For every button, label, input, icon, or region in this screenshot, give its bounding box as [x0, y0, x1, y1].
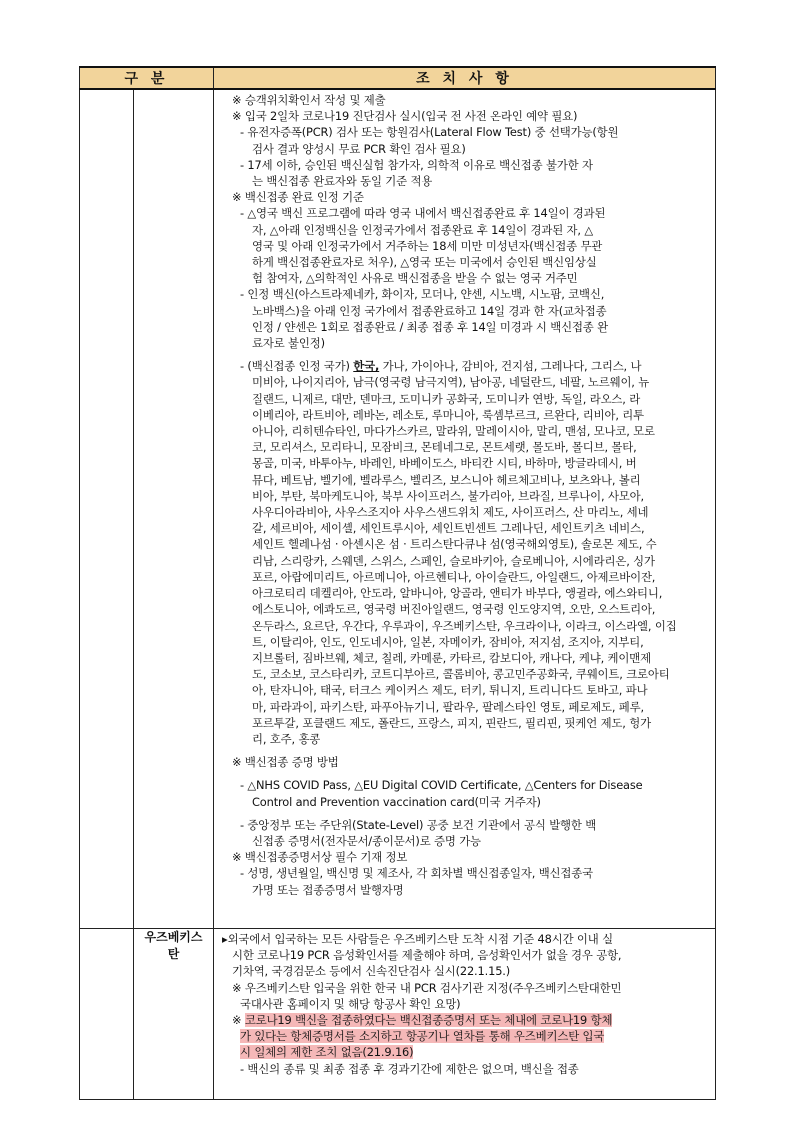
- text-line: - 백신의 종류 및 최종 접종 후 경과기간에 제한은 없으며, 백신을 접종: [240, 1061, 579, 1076]
- countries-line: 리, 호주, 홍콩: [252, 731, 321, 746]
- country-name-uzbekistan: [134, 929, 214, 1100]
- text-line: 영국 및 아래 인정국가에서 거주하는 18세 미만 미성년자(백신접종 무관: [252, 238, 603, 253]
- countries-line: 도, 코소보, 코스타리카, 코트디부아르, 콜롬비아, 콩고민주공화국, 쿠웨이트, 크로아티: [252, 667, 670, 682]
- highlighted-text: 가 있다는 항체증명서를 소지하고 항공기나 열차를 통해 우즈베키스탄 입국: [240, 1029, 605, 1044]
- note-mark: ※: [232, 1013, 245, 1028]
- countries-line: 질랜드, 니제르, 대만, 덴마크, 도미니카 공화국, 도미니카 연방, 독일, 라오스, 라: [252, 391, 641, 406]
- countries-line: 미비아, 나이지리아, 남극(영국령 남극지역), 남아공, 네덜란드, 네팔, 노르웨이, 뉴: [252, 375, 650, 390]
- empty-cell-left: [80, 929, 134, 1100]
- countries-line: 아, 탄자니아, 태국, 터크스 케이커스 제도, 터키, 튀니지, 트리니다드 토바고, 파나: [252, 683, 648, 698]
- countries-line: 지브롤터, 짐바브웨, 체코, 칠레, 카메룬, 카타르, 캄보디아, 캐나다, 케냐, 케이맨제: [252, 650, 651, 665]
- text-line: 인정 / 얀센은 1회로 접종완료 / 최종 접종 후 14일 미경과 시 백신접종 완: [252, 319, 608, 334]
- text-line: ※ 입국 2일차 코로나19 진단검사 실시(입국 전 사전 온라인 예약 필요): [232, 109, 578, 124]
- proof-title: ※ 백신접종 증명 방법: [232, 755, 339, 770]
- text-line: 는 백신접종 완료자와 동일 기준 적용: [252, 174, 433, 189]
- text-line: 노바백스)을 아래 인정 국가에서 접종완료하고 14일 경과 한 자(교차접종: [252, 303, 607, 318]
- countries-line: 이베리아, 라트비아, 레바논, 레소토, 루마니아, 룩셈부르크, 르완다, 리비아, 리투: [252, 407, 644, 422]
- countries-line: 세인트 헬레나섬 · 아센시온 섬 · 트리스탄다큐냐 섬(영국해외영토), 솔로몬 제도, 수: [252, 537, 657, 552]
- table-header-row: [80, 67, 716, 89]
- text-line: 료자로 불인정): [252, 336, 325, 351]
- text-line: - 17세 이하, 승인된 백신실험 참가자, 의학적 이유로 백신접종 불가한 자: [240, 157, 593, 172]
- text-line: ※ 백신접종 완료 인정 기준: [232, 190, 364, 205]
- empty-cell-left: [80, 89, 134, 929]
- text-line: ▸외국에서 입국하는 모든 사람들은 우즈베키스탄 도착 시점 기준 48시간 이내 실: [222, 932, 613, 946]
- countries-line: 사우디아라비아, 사우스조지아 사우스샌드위치 제도, 사이프러스, 산 마리노, 세네: [252, 505, 649, 520]
- text-line: ※ 승객위치확인서 작성 및 제출: [232, 93, 386, 107]
- text-line: - △NHS COVID Pass, △EU Digital COVID Certificate, △Centers for Disease: [240, 778, 643, 793]
- text-line: - △영국 백신 프로그램에 따라 영국 내에서 백신접종완료 후 14일이 경과된: [240, 206, 606, 221]
- countries-line: 뮤다, 베트남, 벨기에, 벨라루스, 벨리즈, 보스니아 헤르체고비나, 보츠와나, 볼리: [252, 472, 641, 487]
- highlight-line: [222, 1012, 709, 1028]
- country-name-line: 우즈베키스: [144, 930, 203, 944]
- text-line: 국대사관 홈페이지 및 해당 항공사 확인 요망): [240, 996, 461, 1011]
- countries-line: 갈, 세르비아, 세이셸, 세인트루시아, 세인트빈센트 그레나딘, 세인트키츠 네비스,: [252, 521, 645, 536]
- uzbekistan-measures-cell: [214, 929, 716, 1100]
- header-measures: 조 치 사 항: [214, 67, 716, 89]
- text-line: 신접종 증명서(전자문서/종이문서)로 증명 가능: [252, 833, 481, 848]
- text-line: - 중앙정부 또는 주단위(State-Level) 공중 보건 기관에서 공식 발행한 백: [240, 817, 597, 832]
- text-line: Control and Prevention vaccination card(미국 거주자): [252, 794, 541, 809]
- text-line: 가명 또는 접종증명서 발행자명: [252, 882, 404, 897]
- country-name-line: 탄: [167, 947, 180, 961]
- countries-line: 비아, 부탄, 북마케도니아, 북부 사이프러스, 불가리아, 브라질, 브루나이, 사모아,: [252, 488, 644, 503]
- text-line: 기차역, 국경검문소 등에서 신속진단검사 실시(22.1.15.): [232, 964, 511, 979]
- countries-prefix: - (백신접종 인정 국가): [240, 359, 354, 374]
- measures-table: [79, 66, 716, 1100]
- korea-highlight: 한국,: [353, 359, 380, 374]
- header-category: 구 분: [80, 67, 214, 89]
- text-line: - 성명, 생년월일, 백신명 및 제조사, 각 회차별 백신접종일자, 백신접종국: [240, 866, 593, 881]
- table-row-uk: [80, 89, 716, 929]
- countries-first: 가나, 가이아나, 감비아, 건지섬, 그레나다, 그리스, 나: [379, 359, 642, 374]
- text-line: 시한 코로나19 PCR 음성확인서를 제출해야 하며, 음성확인서가 없을 경우 공항,: [232, 948, 622, 963]
- countries-line: 마, 파라과이, 파키스탄, 파푸아뉴기니, 팔라우, 팔레스타인 영토, 페로제도, 페루,: [252, 699, 644, 714]
- uk-measures-cell: [214, 89, 716, 929]
- text-line: - 인정 백신(아스트라제네카, 화이자, 모더나, 얀센, 시노백, 시노팜, 코백신,: [240, 287, 605, 302]
- countries-line: 포르투갈, 포클랜드 제도, 폴란드, 프랑스, 피지, 핀란드, 필리핀, 핏케언 제도, 헝가: [252, 715, 651, 730]
- table-row-uzbekistan: [80, 929, 716, 1100]
- countries-line: 온두라스, 요르단, 우간다, 우루과이, 우즈베키스탄, 우크라이나, 이라크, 이스라엘, 이집: [252, 618, 677, 633]
- countries-line: 아니아, 리히텐슈타인, 마다가스카르, 말라위, 말레이시아, 말리, 맨섬, 모나코, 모로: [252, 424, 655, 439]
- text-line: 험 참여자, △의학적인 사유로 백신접종을 받을 수 없는 영국 거주민: [252, 271, 578, 286]
- text-line: 검사 결과 양성시 무료 PCR 확인 검사 필요): [252, 141, 466, 156]
- countries-first-line: [222, 358, 709, 374]
- countries-line: 트, 이탈리아, 인도, 인도네시아, 일본, 자메이카, 잠비아, 저지섬, 조지아, 지부티,: [252, 634, 644, 649]
- empty-cell-country: [134, 89, 214, 929]
- highlight-line: [222, 1028, 709, 1044]
- highlighted-text: 코로나19 백신을 접종하였다는 백신접종증명서 또는 체내에 코로나19 항체: [244, 1013, 613, 1028]
- countries-line: 리남, 스리랑카, 스웨덴, 스위스, 스페인, 슬로바키아, 슬로베니아, 시에라리온, 싱가: [252, 553, 655, 568]
- highlight-line: [222, 1044, 709, 1060]
- countries-line: 아크로티리 데켈리아, 안도라, 알바니아, 앙골라, 앤티가 바부다, 앵귈라, 에스와티니,: [252, 586, 663, 601]
- countries-line: 포르, 아랍에미리트, 아르메니아, 아르헨티나, 아이슬란드, 아일랜드, 아제르바이잔,: [252, 569, 656, 584]
- highlighted-text: 시 일체의 제한 조치 없음(21.9.16): [240, 1045, 414, 1060]
- text-line: - 유전자증폭(PCR) 검사 또는 항원검사(Lateral Flow Test) 중 선택가능(항원: [240, 125, 619, 140]
- countries-line: 몽골, 미국, 바투아누, 바레인, 바베이도스, 바티칸 시티, 바하마, 방글라데시, 버: [252, 456, 637, 471]
- text-line: 자, △아래 인정백신을 인정국가에서 접종완료 후 14일이 경과된 자, △: [252, 222, 593, 237]
- required-title: ※ 백신접종증명서상 필수 기재 정보: [232, 850, 408, 865]
- countries-line: 코, 모리셔스, 모리타니, 모잠비크, 몬테네그로, 몬트세랫, 몰도바, 몰디브, 몰타,: [252, 440, 637, 455]
- text-line: ※ 우즈베키스탄 입국을 위한 한국 내 PCR 검사기관 지정(주우즈베키스탄대한민: [232, 980, 622, 995]
- text-line: 하게 백신접종완료자로 처우), △영국 또는 미국에서 승인된 백신임상실: [252, 255, 597, 270]
- countries-line: 에스토니아, 에콰도르, 영국령 버진아일랜드, 영국령 인도양지역, 오만, 오스트리아,: [252, 602, 656, 617]
